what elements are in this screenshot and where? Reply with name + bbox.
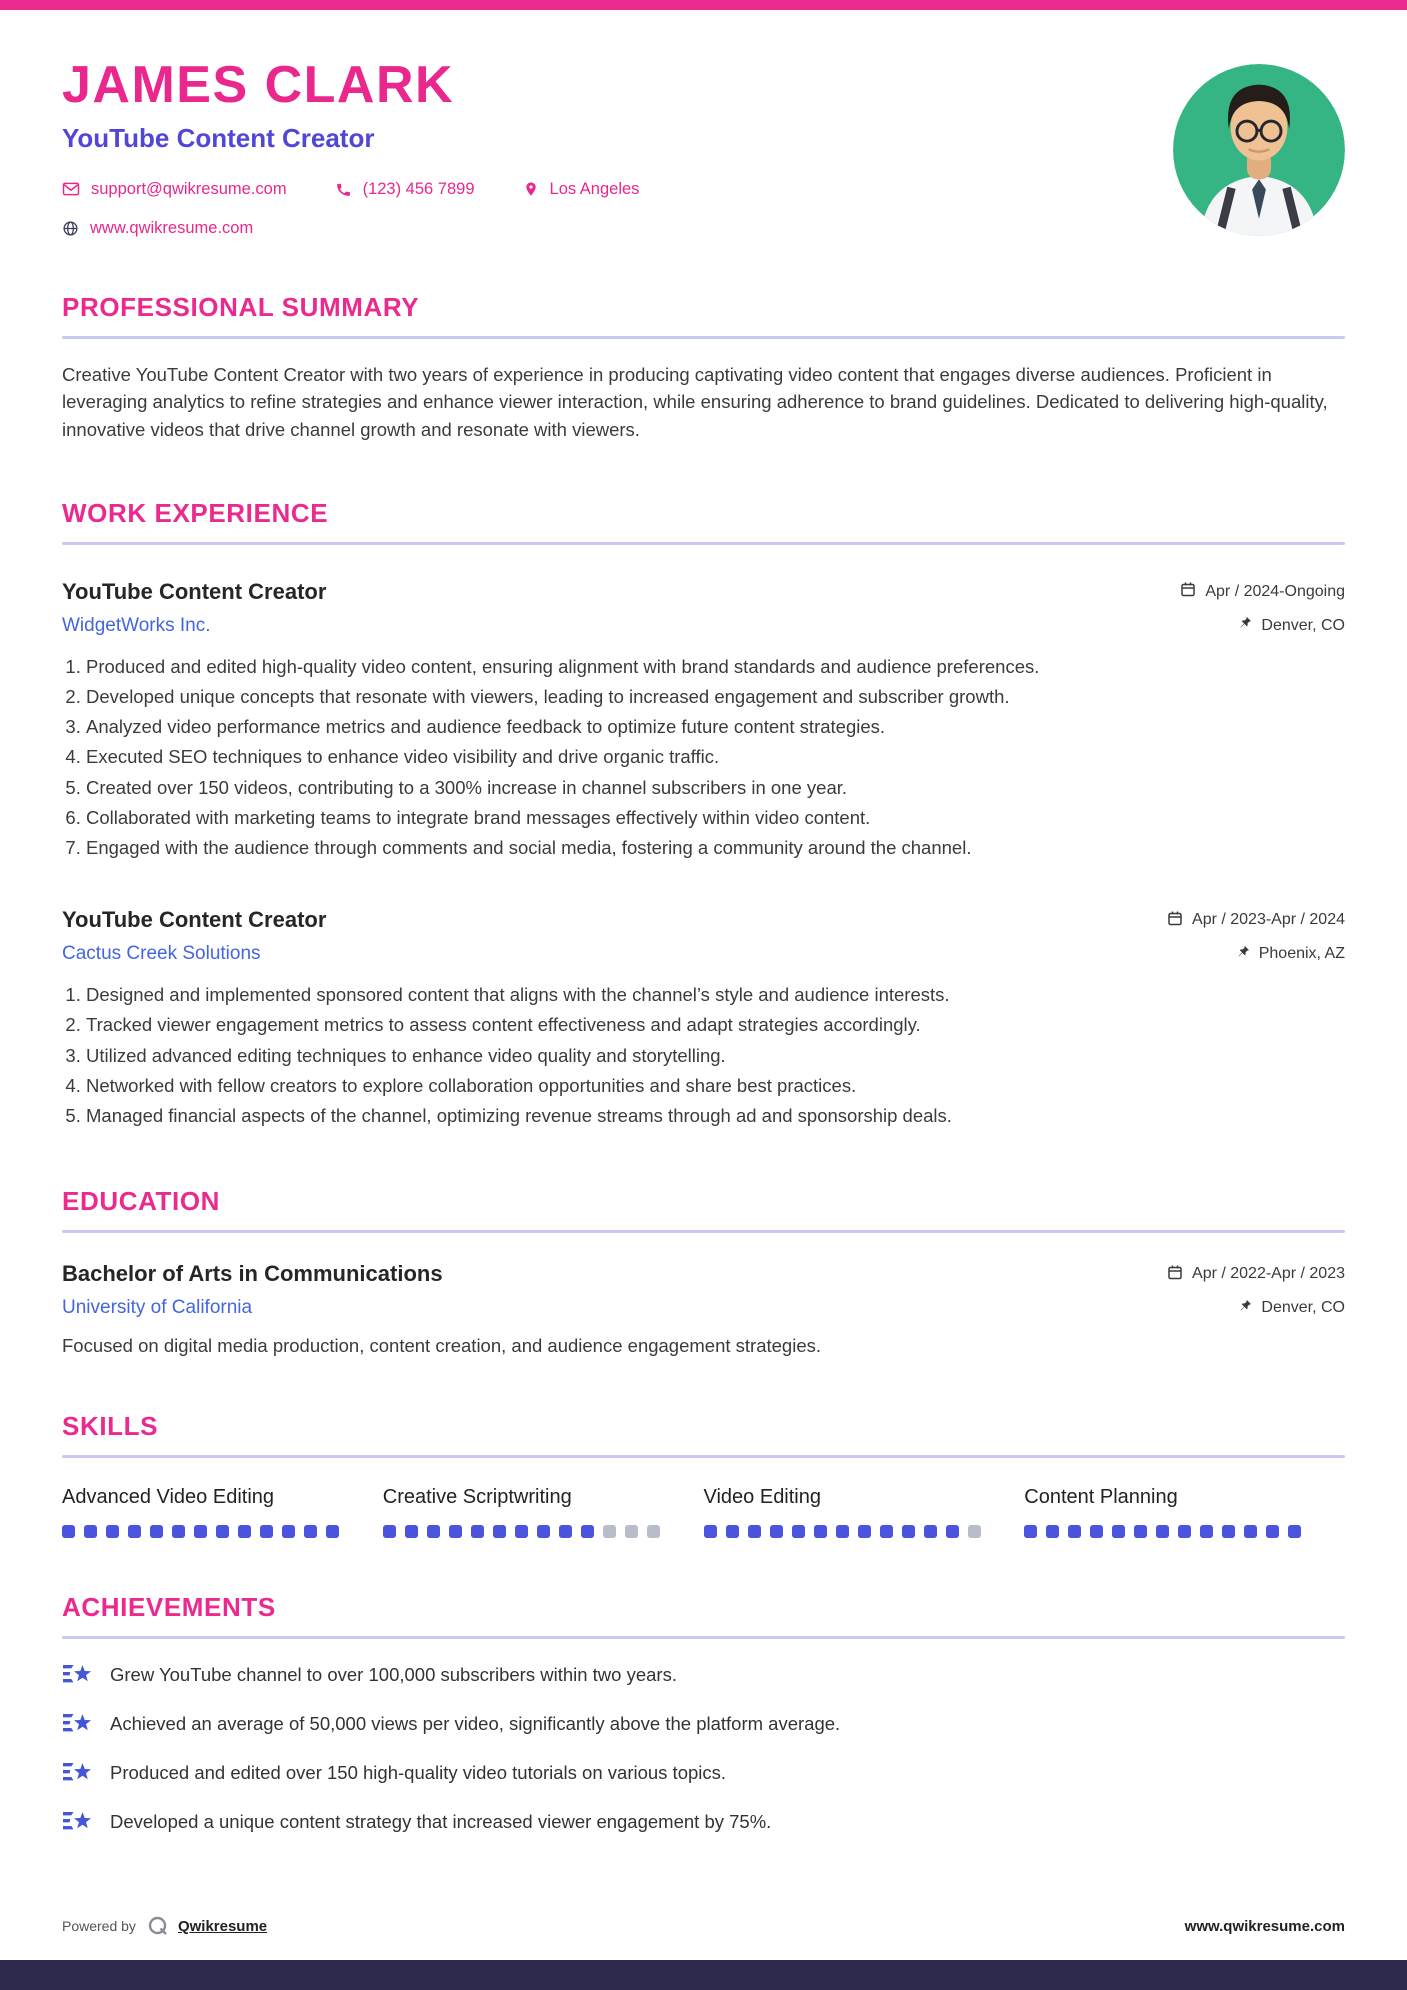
- skill-level-square: [1112, 1525, 1125, 1538]
- skill-level-square: [194, 1525, 207, 1538]
- section-work-experience: [62, 498, 1345, 1132]
- skill-level-square: [150, 1525, 163, 1538]
- job-bullet-list: [62, 981, 1345, 1129]
- skill-level-square: [647, 1525, 660, 1538]
- job-title-row: [62, 579, 1345, 605]
- top-accent-bar: [0, 0, 1407, 10]
- skill-level-square: [1288, 1525, 1301, 1538]
- skill-item: [62, 1486, 383, 1538]
- footer: [0, 1914, 1407, 1960]
- job-location-text: Phoenix, AZ: [1258, 945, 1345, 963]
- job-entry: [62, 579, 1345, 861]
- achievement-item: [62, 1662, 1345, 1688]
- section-divider: [62, 1636, 1345, 1639]
- section-heading: WORK EXPERIENCE: [62, 497, 329, 528]
- job-company-row: [62, 943, 1345, 965]
- resume-content: [0, 10, 1407, 1914]
- section-education: [62, 1186, 1345, 1357]
- skill-level-square: [814, 1525, 827, 1538]
- skill-name: Video Editing: [703, 1486, 821, 1509]
- skill-level-square: [326, 1525, 339, 1538]
- header: [62, 58, 1345, 238]
- skill-level-square: [84, 1525, 97, 1538]
- skill-level-bar: [704, 1525, 1025, 1538]
- skill-level-square: [1046, 1525, 1059, 1538]
- location-text: Los Angeles: [549, 179, 640, 198]
- award-ribbon-icon: [62, 1760, 93, 1786]
- skill-level-square: [106, 1525, 119, 1538]
- email-text: support@qwikresume.com: [91, 179, 287, 198]
- powered-by-label: Powered by: [62, 1918, 136, 1934]
- skill-level-square: [902, 1525, 915, 1538]
- skill-item: [1024, 1486, 1345, 1538]
- location-pin-icon: [523, 180, 539, 198]
- envelope-icon: [62, 180, 80, 198]
- skill-level-square: [1178, 1525, 1191, 1538]
- website-item[interactable]: [62, 219, 253, 238]
- job-title: YouTube Content Creator: [62, 907, 327, 933]
- job-bullet: 1. Designed and implemented sponsored content that aligns with the channel’s style and audience interests.: [86, 981, 1345, 1008]
- header-text: [62, 58, 639, 238]
- bottom-accent-bar: [0, 1960, 1407, 1990]
- pushpin-icon: [1238, 616, 1252, 635]
- section-achievements: [62, 1592, 1345, 1835]
- achievements-list: [62, 1662, 1345, 1835]
- summary-text: Creative YouTube Content Creator with two years of experience in producing captivating video content that engages diverse audiences. Proficient in leveraging analytics to refine strategies and enhance viewer interaction, while ensuring adherence to brand guidelines. Dedicated to delivering high-quality, innovative videos that drive channel growth and resonate with viewers.: [62, 363, 1328, 441]
- skill-level-square: [924, 1525, 937, 1538]
- education-dates-text: Apr / 2022-Apr / 2023: [1192, 1265, 1345, 1283]
- job-dates: [1167, 910, 1345, 931]
- job-bullet: 4. Executed SEO techniques to enhance video visibility and drive organic traffic.: [86, 743, 1345, 770]
- skill-level-square: [471, 1525, 484, 1538]
- section-heading: ACHIEVEMENTS: [62, 1592, 276, 1623]
- job-bullet: 2. Tracked viewer engagement metrics to assess content effectiveness and adapt strategies accordingly.: [86, 1011, 1345, 1038]
- skill-level-square: [449, 1525, 462, 1538]
- job-bullet: 5. Managed financial aspects of the channel, optimizing revenue streams through ad and sponsorship deals.: [86, 1102, 1345, 1129]
- skill-level-square: [748, 1525, 761, 1538]
- footer-website-link[interactable]: www.qwikresume.com: [1184, 1917, 1345, 1935]
- skill-name: Creative Scriptwriting: [382, 1486, 572, 1509]
- profile-photo: [1173, 64, 1345, 236]
- skill-name: Content Planning: [1024, 1486, 1178, 1509]
- calendar-icon: [1167, 1264, 1183, 1285]
- skill-level-square: [128, 1525, 141, 1538]
- section-skills: [62, 1411, 1345, 1538]
- achievement-text: Produced and edited over 150 high-quality video tutorials on various topics.: [110, 1762, 727, 1784]
- skill-item: [383, 1486, 704, 1538]
- skill-level-square: [260, 1525, 273, 1538]
- pushpin-icon: [1236, 945, 1250, 964]
- phone-icon: [335, 181, 352, 198]
- skill-level-square: [537, 1525, 550, 1538]
- email-item[interactable]: [62, 180, 287, 199]
- skill-level-square: [493, 1525, 506, 1538]
- job-bullet: 7. Engaged with the audience through comments and social media, fostering a community around the channel.: [86, 834, 1345, 861]
- achievement-item: [62, 1760, 1345, 1786]
- job-title-row: [62, 907, 1345, 933]
- section-divider: [62, 336, 1345, 339]
- degree-title: Bachelor of Arts in Communications: [62, 1261, 443, 1287]
- section-heading: SKILLS: [62, 1411, 159, 1442]
- job-dates-text: Apr / 2024-Ongoing: [1205, 582, 1345, 600]
- section-professional-summary: [62, 292, 1345, 444]
- skill-level-square: [238, 1525, 251, 1538]
- section-divider: [62, 1455, 1345, 1458]
- globe-icon: [62, 220, 79, 237]
- skill-level-square: [405, 1525, 418, 1538]
- skill-level-square: [515, 1525, 528, 1538]
- skill-level-square: [1244, 1525, 1257, 1538]
- job-bullet: 2. Developed unique concepts that resonate with viewers, leading to increased engagement and subscriber growth.: [86, 683, 1345, 710]
- job-location: [1236, 945, 1345, 964]
- skill-level-square: [836, 1525, 849, 1538]
- qwikresume-brand-link[interactable]: Qwikresume: [177, 1917, 268, 1935]
- skill-level-square: [1200, 1525, 1213, 1538]
- skill-level-square: [946, 1525, 959, 1538]
- education-location-text: Denver, CO: [1261, 1299, 1345, 1317]
- phone-text: (123) 456 7899: [362, 179, 475, 198]
- job-title: YouTube Content Creator: [62, 578, 327, 604]
- skills-grid: [62, 1486, 1345, 1538]
- contact-row: [62, 180, 639, 199]
- job-bullet: 6. Collaborated with marketing teams to integrate brand messages effectively within video content.: [86, 804, 1345, 831]
- job-bullet-list: [62, 653, 1345, 861]
- skill-level-square: [427, 1525, 440, 1538]
- website-row: [62, 219, 639, 238]
- job-entry: [62, 907, 1345, 1129]
- education-location: [1238, 1299, 1345, 1318]
- pushpin-icon: [1238, 1299, 1252, 1318]
- job-bullet: 1. Produced and edited high-quality video content, ensuring alignment with brand standards and audience preferences.: [86, 653, 1345, 680]
- skill-level-square: [770, 1525, 783, 1538]
- section-divider: [62, 542, 1345, 545]
- website-text: www.qwikresume.com: [90, 218, 254, 237]
- education-school-row: [62, 1297, 1345, 1319]
- skill-level-bar: [383, 1525, 704, 1538]
- job-dates-text: Apr / 2023-Apr / 2024: [1192, 911, 1345, 929]
- skill-level-square: [383, 1525, 396, 1538]
- job-bullet: 5. Created over 150 videos, contributing to a 300% increase in channel subscribers in one year.: [86, 774, 1345, 801]
- location-item: [523, 180, 640, 199]
- education-title-row: [62, 1261, 1345, 1287]
- skill-level-square: [172, 1525, 185, 1538]
- award-ribbon-icon: [62, 1809, 93, 1835]
- education-description: Focused on digital media production, content creation, and audience engagement strategies.: [62, 1335, 821, 1357]
- skill-level-square: [1024, 1525, 1037, 1538]
- award-ribbon-icon: [62, 1711, 93, 1737]
- skill-level-square: [1266, 1525, 1279, 1538]
- skill-level-square: [1222, 1525, 1235, 1538]
- skill-level-square: [62, 1525, 75, 1538]
- calendar-icon: [1167, 910, 1183, 931]
- phone-item[interactable]: [335, 180, 475, 199]
- skill-level-square: [216, 1525, 229, 1538]
- skill-level-square: [581, 1525, 594, 1538]
- skill-level-square: [603, 1525, 616, 1538]
- skill-level-square: [625, 1525, 638, 1538]
- achievement-text: Developed a unique content strategy that increased viewer engagement by 75%.: [110, 1811, 772, 1833]
- achievement-item: [62, 1711, 1345, 1737]
- job-location-text: Denver, CO: [1261, 616, 1345, 634]
- skill-item: [704, 1486, 1025, 1538]
- skill-level-square: [1134, 1525, 1147, 1538]
- education-entry: [62, 1261, 1345, 1357]
- person-title: YouTube Content Creator: [62, 122, 375, 153]
- job-location: [1238, 616, 1345, 635]
- achievement-text: Achieved an average of 50,000 views per video, significantly above the platform average.: [110, 1713, 841, 1735]
- section-divider: [62, 1230, 1345, 1233]
- skill-level-square: [968, 1525, 981, 1538]
- skill-level-square: [1156, 1525, 1169, 1538]
- skill-level-square: [880, 1525, 893, 1538]
- company-name: Cactus Creek Solutions: [62, 943, 261, 965]
- section-heading: EDUCATION: [62, 1186, 221, 1217]
- skill-level-square: [282, 1525, 295, 1538]
- person-name: JAMES CLARK: [62, 56, 455, 114]
- education-dates: [1167, 1264, 1345, 1285]
- school-name: University of California: [62, 1297, 253, 1319]
- skill-level-square: [858, 1525, 871, 1538]
- skill-level-square: [726, 1525, 739, 1538]
- qwikresume-logo-icon: [146, 1914, 170, 1938]
- company-name: WidgetWorks Inc.: [62, 614, 211, 636]
- skill-level-square: [1090, 1525, 1103, 1538]
- skill-level-bar: [1024, 1525, 1345, 1538]
- skill-level-square: [559, 1525, 572, 1538]
- skill-name: Advanced Video Editing: [62, 1486, 275, 1509]
- job-bullet: 3. Analyzed video performance metrics and audience feedback to optimize future content strategies.: [86, 713, 1345, 740]
- skill-level-bar: [62, 1525, 383, 1538]
- award-ribbon-icon: [62, 1662, 93, 1688]
- achievement-item: [62, 1809, 1345, 1835]
- achievement-text: Grew YouTube channel to over 100,000 subscribers within two years.: [110, 1664, 677, 1686]
- skill-level-square: [704, 1525, 717, 1538]
- job-bullet: 4. Networked with fellow creators to explore collaboration opportunities and share best practices.: [86, 1072, 1345, 1099]
- skill-level-square: [1068, 1525, 1081, 1538]
- skill-level-square: [792, 1525, 805, 1538]
- job-bullet: 3. Utilized advanced editing techniques to enhance video quality and storytelling.: [86, 1042, 1345, 1069]
- section-heading: PROFESSIONAL SUMMARY: [62, 291, 420, 322]
- skill-level-square: [304, 1525, 317, 1538]
- job-company-row: [62, 615, 1345, 637]
- job-dates: [1180, 581, 1345, 602]
- calendar-icon: [1180, 581, 1196, 602]
